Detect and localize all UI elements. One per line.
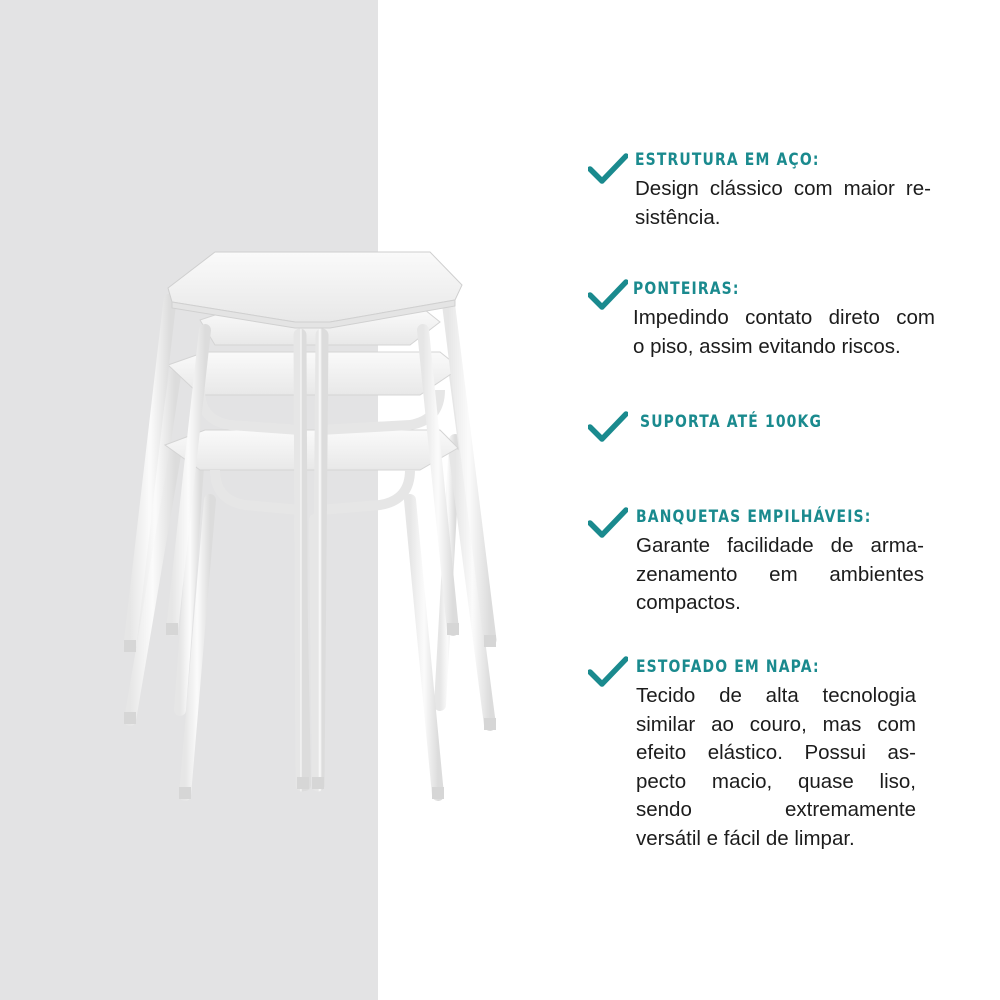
feature-description-line: sistência. xyxy=(635,205,721,229)
feature-description-line: pecto macio, quase liso, xyxy=(636,769,916,793)
feature-description xyxy=(635,175,931,232)
feature-title: ESTRUTURA EM AÇO: xyxy=(635,150,820,170)
feature-description-line: sendo extremamente xyxy=(636,798,916,821)
feature-description-line: compactos. xyxy=(636,591,741,614)
feature-description-line: similar ao couro, mas com xyxy=(636,712,916,736)
feature-description-line: o piso, assim evitando riscos. xyxy=(633,334,901,358)
check-icon xyxy=(588,655,628,687)
feature-description-line: Design clássico com maior re- xyxy=(635,177,931,200)
feature-description-line: Tecido de alta tecnologia xyxy=(636,684,916,707)
check-icon xyxy=(588,506,628,538)
check-icon xyxy=(588,278,628,310)
feature-description xyxy=(633,304,935,361)
feature-description-line: Garante facilidade de arma- xyxy=(636,534,924,557)
feature-title: ESTOFADO EM NAPA: xyxy=(636,657,820,677)
feature-description-line: versátil e fácil de limpar. xyxy=(636,826,855,850)
feature-title: SUPORTA ATÉ 100KG xyxy=(640,412,823,432)
feature-title: BANQUETAS EMPILHÁVEIS: xyxy=(636,507,872,527)
feature-title: PONTEIRAS: xyxy=(633,279,740,299)
feature-description-line: zenamento em ambientes xyxy=(636,562,924,586)
check-icon xyxy=(588,410,628,442)
check-icon xyxy=(588,152,628,184)
feature-description xyxy=(636,682,916,853)
feature-description xyxy=(636,532,924,618)
feature-description-line: Impedindo contato direto com xyxy=(633,306,935,329)
feature-description-line: efeito elástico. Possui as- xyxy=(636,741,916,764)
